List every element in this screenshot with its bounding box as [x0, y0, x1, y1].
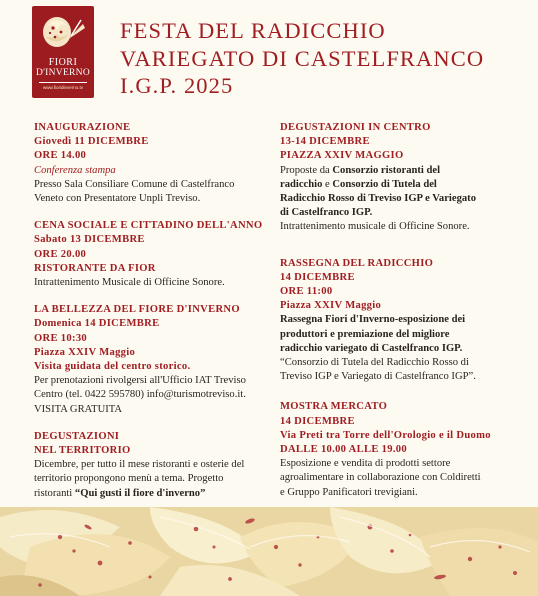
body-text — [280, 178, 530, 192]
event-venue: PIAZZA XXIV MAGGIO — [280, 150, 404, 162]
event-time: ORE 10:30 — [34, 332, 88, 344]
section-inaugurazione — [34, 121, 270, 206]
body-text: Treviso IGP e Variegato di Castelfranco IGP”. — [280, 371, 476, 383]
event-date: 14 DICEMBRE — [280, 271, 355, 283]
body-text: territorio propongono menù a tema. Progetto — [34, 473, 224, 485]
event-venue: RISTORANTE DA FIOR — [34, 262, 156, 274]
body-text-bold: di Castelfranco IGP. — [280, 207, 373, 219]
body-text: e Gruppo Panificatori trevigiani. — [280, 486, 418, 498]
body-text-bold: Rassegna Fiori d'Inverno-esposizione dei — [280, 314, 466, 326]
body-text: Veneto con Presentatore Unpli Treviso. — [34, 193, 201, 205]
body-text-bold: produttori e premiazione del migliore — [280, 328, 450, 340]
logo-url: www.fioridinverno.tv — [42, 85, 83, 90]
body-text: Presso Sala Consiliare Comune di Castelfranco — [34, 178, 235, 190]
event-highlight: Visita guidata del centro storico. — [34, 361, 191, 373]
event-date: Domenica 14 DICEMBRE — [34, 318, 160, 330]
event-venue: Piazza XXIV Maggio — [34, 346, 136, 358]
section-mostra-mercato — [280, 400, 530, 499]
section-heading: INAUGURAZIONE — [34, 122, 131, 133]
event-subtitle: Conferenza stampa — [34, 164, 116, 176]
title-line-1: FESTA DEL RADICCHIO — [120, 18, 386, 43]
event-time: DALLE 10.00 ALLE 19.00 — [280, 444, 407, 456]
logo-text-dinverno: D'INVERNO — [35, 68, 91, 78]
body-text-plain: ristoranti — [34, 487, 75, 499]
body-text-bold: radicchio — [280, 178, 323, 190]
section-heading: LA BELLEZZA DEL FIORE D'INVERNO — [34, 304, 240, 316]
body-text: Intrattenimento Musicale di Officine Sonore. — [34, 277, 225, 289]
section-cena-sociale — [34, 219, 270, 290]
section-rassegna-radicchio — [280, 257, 530, 385]
section-heading: NEL TERRITORIO — [34, 445, 131, 457]
body-text-plain: e — [322, 178, 333, 190]
body-text-bold: Radicchio Rosso di Treviso IGP e Variegato — [280, 193, 476, 205]
body-text — [280, 164, 530, 178]
body-text: Centro (tel. 0422 595780) info@turismotreviso.it. — [34, 389, 246, 401]
event-venue: Piazza XXIV Maggio — [280, 300, 382, 312]
section-heading: MOSTRA MERCATO — [280, 401, 388, 413]
event-date: Sabato 13 DICEMBRE — [34, 234, 145, 246]
section-degustazioni-centro — [280, 121, 530, 235]
body-text: “Consorzio di Tutela del Radicchio Rosso di — [280, 357, 469, 369]
page-title — [120, 17, 520, 100]
body-text: Per prenotazioni rivolgersi all'Ufficio IAT Treviso — [34, 375, 246, 387]
section-heading: DEGUSTAZIONI IN CENTRO — [280, 122, 431, 133]
event-date: Giovedì 11 DICEMBRE — [34, 136, 149, 148]
project-name: “Qui gusti il fiore d'inverno” — [74, 487, 206, 499]
radicchio-photo — [0, 507, 538, 596]
body-text: Esposizione e vendita di prodotti settore — [280, 458, 451, 470]
logo-text-fiori: FIORI — [48, 57, 78, 68]
logo — [32, 6, 94, 98]
title-line-2: VARIEGATO DI CASTELFRANCO — [120, 45, 485, 71]
body-text: Intrattenimento musicale di Officine Sonore. — [280, 221, 470, 233]
section-heading: DEGUSTAZIONI — [34, 430, 120, 442]
event-date: 14 DICEMBRE — [280, 415, 355, 427]
event-date: 13-14 DICEMBRE — [280, 136, 370, 148]
left-column — [34, 121, 270, 514]
section-heading: CENA SOCIALE E CITTADINO DELL'ANNO — [34, 220, 263, 232]
body-text: VISITA GRATUITA — [34, 403, 123, 415]
logo-divider — [39, 82, 87, 83]
right-column — [280, 121, 530, 513]
body-text — [34, 487, 270, 501]
body-text-plain: Proposte da — [280, 164, 333, 176]
body-text-bold: Consorzio ristoranti del — [332, 164, 441, 176]
event-venue: Via Preti tra Torre dell'Orologio e il Duomo — [280, 429, 491, 441]
body-text-bold: Consorzio di Tutela del — [332, 178, 437, 190]
event-time: ORE 14.00 — [34, 150, 87, 162]
event-time: ORE 20.00 — [34, 248, 87, 260]
section-degustazioni-territorio — [34, 430, 270, 501]
body-text-bold: radicchio variegato di Castelfranco IGP. — [280, 342, 463, 354]
section-heading: RASSEGNA DEL RADICCHIO — [280, 257, 434, 269]
body-text: agroalimentare in collaborazione con Coldiretti — [280, 472, 481, 484]
section-bellezza-fiore — [34, 303, 270, 417]
title-line-3: I.G.P. 2025 — [120, 73, 234, 98]
event-time: ORE 11:00 — [280, 286, 333, 298]
body-text: Dicembre, per tutto il mese ristoranti e osterie del — [34, 459, 245, 471]
radicchio-flower-icon — [37, 10, 89, 56]
